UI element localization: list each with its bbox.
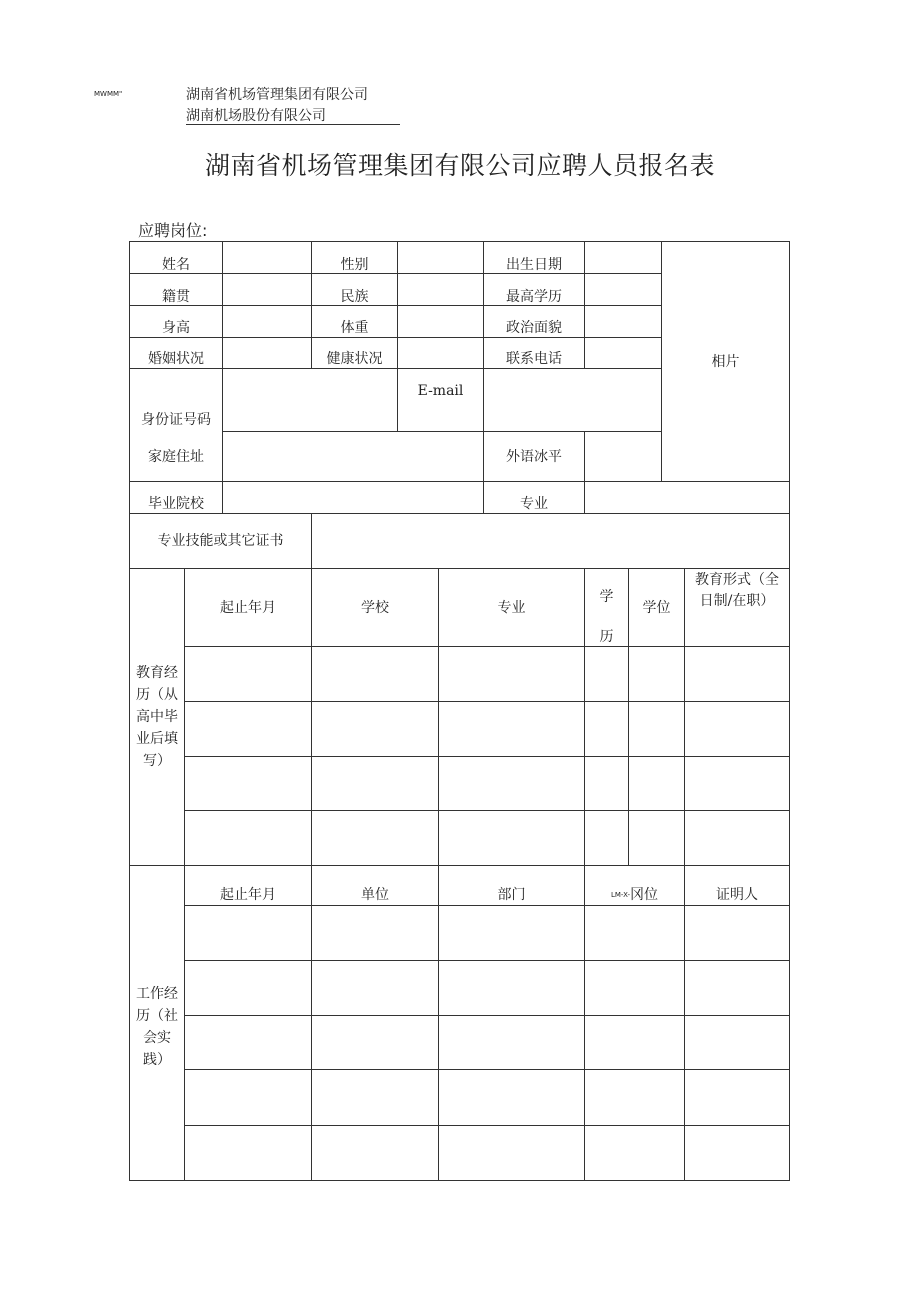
edu-header-major: 专业 [497,600,526,616]
label-height: 身高 [162,320,190,336]
education-side-label: 教育经 历（从 高中毕 业后填 写） [136,665,178,769]
label-skills-certificates: 专业技能或其它证书 [157,533,284,549]
label-highest-degree: 最高学历 [506,289,562,305]
header-divider [186,124,400,125]
company-name-2: 湖南机场股份有限公司 [186,108,326,124]
label-id-number: 身份证号码 [141,412,211,428]
label-ethnicity: 民族 [340,289,369,305]
label-weight: 体重 [340,320,369,336]
position-label: 应聘岗位: [138,221,208,240]
edu-header-education-top: 学 [599,589,614,605]
label-email: E-mail [417,383,464,399]
edu-header-form-line2: 日制/在职） [699,593,775,609]
edu-header-school: 学校 [361,600,389,616]
label-foreign-language: 外语冰平 [506,449,562,465]
label-political-status: 政治面貌 [506,320,562,336]
work-header-witness: 证明人 [716,887,758,903]
edu-header-education-bottom: 历 [599,629,614,645]
work-header-unit: 单位 [361,887,389,903]
label-marital-status: 婚姻状况 [148,351,204,367]
label-graduate-school: 毕业院校 [148,496,204,512]
label-photo: 相片 [711,354,740,370]
work-header-period: 起止年月 [220,887,276,903]
label-health: 健康状况 [326,351,383,367]
label-home-address: 家庭住址 [148,449,204,465]
label-birth-date: 出生日期 [506,257,562,273]
work-header-department: 部门 [497,887,526,903]
label-gender: 性别 [340,257,369,273]
label-native-place: 籍贯 [162,289,190,305]
label-name: 姓名 [162,257,190,273]
edu-header-form-line1: 教育形式（全 [695,572,779,588]
edu-header-degree: 学位 [642,600,671,616]
work-side-label: 工作经 历（社 会实 践） [136,986,178,1068]
form-title: 湖南省机场管理集团有限公司应聘人员报名表 [204,151,715,180]
work-header-post: LM-X-冈位 [610,887,659,903]
edu-header-period: 起止年月 [220,600,276,616]
company-name-1: 湖南省机场管理集团有限公司 [186,87,368,103]
label-phone: 联系电话 [506,351,562,367]
label-major: 专业 [520,496,548,512]
header-mark: MWMM" [94,90,123,98]
